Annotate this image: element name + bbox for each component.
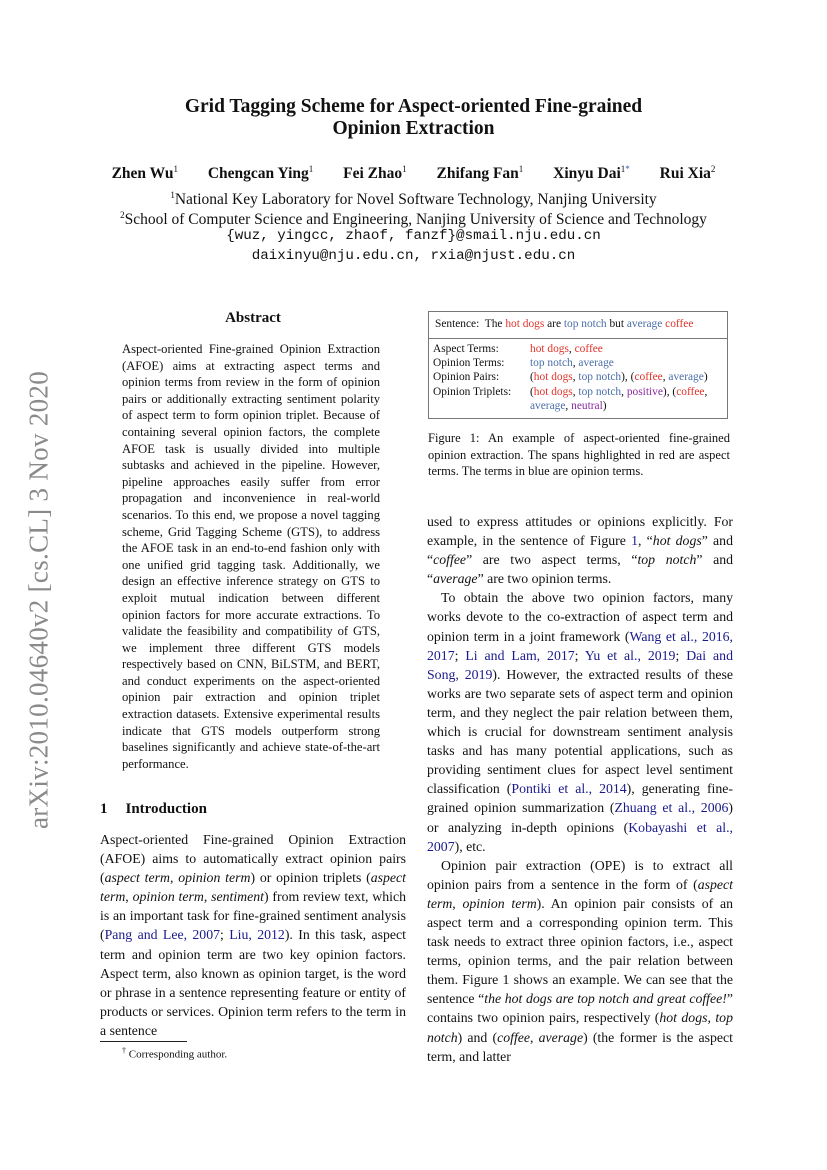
footnote-rule: [100, 1041, 187, 1042]
figure-sentence: Sentence: The hot dogs are top notch but average coffee: [429, 312, 727, 339]
email-line-2: daixinyu@nju.edu.cn, rxia@njust.edu.cn: [251, 248, 576, 264]
figure-row-aspect-terms: Aspect Terms: hot dogs, coffee: [433, 343, 603, 355]
title-line-2: Opinion Extraction: [332, 118, 495, 139]
author: Chengcan Ying$^1$: [207, 164, 314, 183]
author-list: [0, 164, 827, 183]
intro-right-column: [427, 512, 733, 1066]
citation-link[interactable]: Zhuang et al., 2006: [614, 800, 729, 816]
author: Rui Xia$^2$: [659, 164, 716, 183]
figure-1-caption: Figure 1: An example of aspect-oriented fine-grained opinion extraction. The spans highlighted in red are aspect terms. The terms in blue are opinion terms.: [428, 431, 730, 479]
figure-row-opinion-pairs: Opinion Pairs: (hot dogs, top notch), (coffee, average): [433, 371, 708, 384]
author: Zhen Wu$^1$: [111, 164, 178, 183]
citation-link[interactable]: Li and Lam, 2017: [465, 647, 575, 663]
citation-link[interactable]: Kobayashi et al., 2007: [427, 819, 734, 854]
citation-link[interactable]: Dai and Song, 2019: [427, 647, 733, 682]
figure-row-opinion-terms: Opinion Terms: top notch, average: [433, 357, 614, 370]
email-line-1: {wuz, yingcc, zhaof, fanzf}@smail.nju.edu.cn: [226, 228, 601, 244]
citation-link[interactable]: Wang et al., 2016, 2017: [427, 628, 733, 663]
intro-paragraph-1: Aspect-oriented Fine-grained Opinion Extraction (AFOE) aims to automatically extract opinion pairs (aspect term, opinion term) or opinion triplets (aspect term, opinion term, sentiment) from review text, which is an important task for fine-grained sentiment analysis (Pang and Lee, 2007; Liu, 2012). In this task, aspect term and opinion term are two key opinion factors. Aspect term, also known as opinion target, is the word or phrase in a sentence representing feature or entity of products or services. Opinion term refers to the term in a sentence: [100, 832, 407, 1038]
author: Zhifang Fan$^1$: [436, 164, 524, 183]
author: Xinyu Dai$^{1*}$: [553, 164, 630, 183]
affiliation-1: $^1$National Key Laboratory for Novel Software Technology, Nanjing University: [170, 190, 657, 209]
figure-1-box: [428, 311, 728, 419]
affiliation-2: $^2$School of Computer Science and Engineering, Nanjing University of Science and Technology: [120, 210, 707, 229]
intro-paragraph-2: To obtain the above two opinion factors, many works devote to the co-extraction of aspect term and opinion term in a joint framework (Wang et al., 2016, 2017; Li and Lam, 2017; Yu et al., 2019; Dai and Song, 2019). However, the extracted results of these works are two separate sets of aspect term and opinion term, and they neglect the pair relation between them, which is crucial for downstream sentiment analysis tasks and has many potential applications, such as providing sentiment clues for aspect level sentiment classification (Pontiki et al., 2014), generating fine-grained opinion summarization (Zhuang et al., 2006) or analyzing in-depth opinions (Kobayashi et al., 2007), etc.: [427, 590, 734, 854]
citation-link[interactable]: Pontiki et al., 2014: [511, 781, 627, 797]
intro-paragraph-1-continued: used to express attitudes or opinions explicitly. For example, in the sentence of Figure 1, “hot dogs” and “coffee” are two aspect terms, “top notch” and “average” are two opinion terms.: [427, 514, 733, 587]
intro-paragraph-3: Opinion pair extraction (OPE) is to extract all opinion pairs from a sentence in the form of (aspect term, opinion term). An opinion pair consists of an aspect term and a corresponding opinion term. This task needs to extract three opinion factors, i.e., aspect terms, opinion terms, and the pair relation between them. Figure 1 shows an example. We can see that the sentence “the hot dogs are top notch and great coffee!” contains two opinion pairs, respectively (hot dogs, top notch) and (coffee, average) (the former is the aspect term, and latter: [427, 857, 733, 1064]
title-line-1: Grid Tagging Scheme for Aspect-oriented Fine-grained: [184, 96, 643, 117]
figure-reference-link[interactable]: 1: [631, 533, 638, 549]
abstract-text: Aspect-oriented Fine-grained Opinion Extraction (AFOE) aims at extracting aspect terms and opinion terms from review in the form of opinion pairs or additionally extracting sentiment polarity of aspect term to form opinion triplet. Because of containing several opinion factors, the complete AFOE task is usually divided into multiple subtasks and achieved in the pipeline. However, pipeline approaches easily suffer from error propagation and inconvenience in real-world scenarios. To this end, we propose a novel tagging scheme, Grid Tagging Scheme (GTS), to address the AFOE task in an end-to-end fashion only with one unified grid tagging task. Additionally, we design an effective inference strategy on GTS to exploit mutual indication between different opinion factors for more accurate extractions. To validate the feasibility and compatibility of GTS, we implement three different GTS models respectively based on CNN, BiLSTM, and BERT, and conduct experiments on the aspect-oriented opinion pair extraction and opinion triplet extraction datasets. Extensive experimental results indicate that GTS models outperform strong baselines significantly and achieve state-of-the-art performance.: [122, 342, 380, 771]
arxiv-id-text: arXiv:2010.04640v2 [cs.CL] 3 Nov 2020: [23, 370, 54, 830]
figure-row-opinion-triplets: Opinion Triplets: (hot dogs, top notch, positive), (coffee, average, neutral): [433, 385, 708, 412]
arxiv-identifier: [14, 355, 64, 845]
citation-link[interactable]: Liu, 2012: [229, 927, 285, 943]
footnote: † Corresponding author.: [122, 1046, 228, 1061]
citation-link[interactable]: Pang and Lee, 2007: [104, 927, 220, 943]
author: Fei Zhao$^1$: [343, 164, 407, 183]
citation-link[interactable]: Yu et al., 2019: [584, 647, 676, 663]
paper-title: [0, 96, 827, 140]
corresponding-mark[interactable]: *: [625, 164, 630, 174]
section-heading-introduction: 1 Introduction: [100, 801, 207, 817]
abstract-heading: Abstract: [225, 310, 281, 326]
